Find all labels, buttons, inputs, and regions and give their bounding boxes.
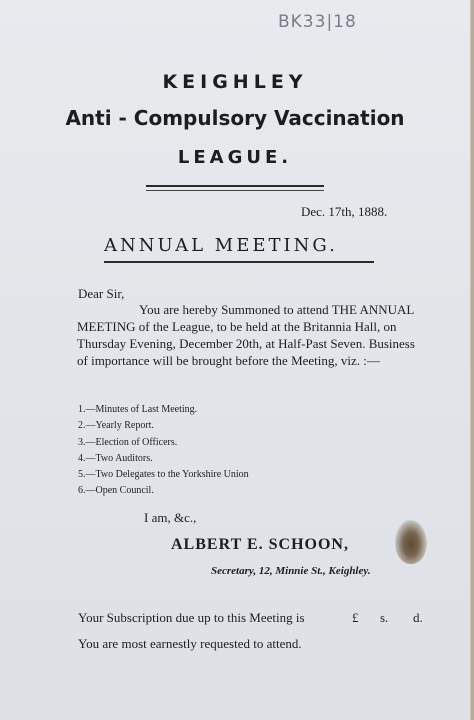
agenda-item: 1.—Minutes of Last Meeting. — [78, 404, 198, 415]
body-paragraph: You are hereby Summoned to attend THE ANNUAL MEETING of the League, to be held at the Britannia Hall, on Thursday Evening, December 20th, at Half-Past Seven. Business of importance will be brought before the Meeting, viz. :— — [77, 302, 415, 368]
subscription-text: Your Subscription due up to this Meeting is — [78, 610, 305, 625]
agenda-list — [78, 402, 249, 500]
pound-symbol: £ — [352, 610, 359, 625]
heading-divider — [146, 185, 324, 187]
ink-stain — [395, 520, 427, 564]
signature-title: Secretary, 12, Minnie St., Keighley. — [211, 565, 371, 577]
meeting-underline — [104, 261, 374, 263]
agenda-item: 6.—Open Council. — [78, 485, 154, 497]
agenda-item: 4.—Two Auditors. — [78, 452, 153, 464]
heading-divider-thin — [146, 190, 324, 191]
signature-name: ALBERT E. SCHOON, — [171, 536, 349, 553]
subscription-line — [78, 610, 428, 626]
attendance-request: You are most earnestly requested to attend. — [78, 636, 302, 651]
shillings-mark: s. — [380, 610, 389, 625]
agenda-item: 5.—Two Delegates to the Yorkshire Union — [78, 469, 249, 481]
heading-league: LEAGUE. — [177, 147, 293, 168]
body-text — [77, 301, 417, 369]
heading-town: KEIGHLEY — [162, 71, 308, 93]
agenda-item: 3.—Election of Officers. — [78, 436, 178, 448]
meeting-title: ANNUAL MEETING. — [104, 235, 338, 256]
archive-reference: BK33|18 — [278, 12, 357, 32]
notice-date: Dec. 17th, 1888. — [301, 204, 388, 219]
heading-league-name: Anti - Compulsory Vaccination — [65, 106, 405, 130]
salutation: Dear Sir, — [78, 286, 125, 301]
closing: I am, &c., — [144, 510, 197, 525]
agenda-item: 2.—Yearly Report. — [78, 420, 154, 432]
pence-mark: d. — [413, 610, 423, 625]
